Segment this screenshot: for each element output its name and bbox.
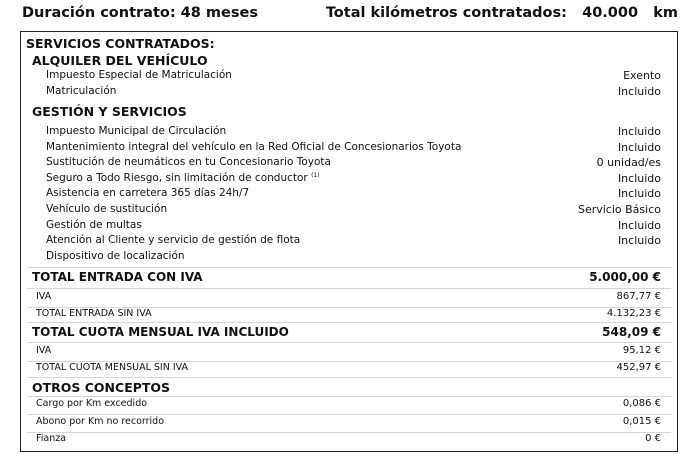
total-kilometers — [326, 5, 678, 21]
item-value: 0 unidad/es — [596, 156, 661, 169]
cuota-sin-iva-label: TOTAL CUOTA MENSUAL SIN IVA — [36, 362, 189, 373]
entrada-iva-value: 867,77 € — [616, 291, 661, 302]
total-km-label: Total kilómetros contratados: — [325, 5, 567, 21]
list-item — [21, 141, 677, 157]
item-label: Matriculación — [46, 85, 117, 97]
total-cuota-label: TOTAL CUOTA MENSUAL IVA INCLUIDO — [32, 325, 289, 339]
item-value: Incluido — [617, 85, 661, 98]
item-value: Incluido — [617, 172, 661, 185]
divider — [27, 396, 671, 397]
list-item — [21, 156, 677, 172]
entrada-iva-row — [21, 291, 677, 307]
list-item — [21, 125, 677, 141]
item-value: Incluido — [617, 141, 661, 154]
section-title: ALQUILER DEL VEHÍCULO — [32, 53, 208, 68]
item-label: Mantenimiento integral del vehículo en la Red Oficial de Concesionarios Toyota — [46, 141, 462, 153]
list-item — [21, 250, 677, 266]
list-item — [21, 85, 677, 101]
divider — [27, 377, 671, 378]
section-gestion-title — [21, 104, 677, 120]
total-cuota-row — [21, 325, 677, 341]
divider — [27, 342, 671, 343]
cuota-sin-iva-value: 452,97 € — [616, 362, 661, 373]
cuota-iva-value: 95,12 € — [622, 345, 661, 356]
cuota-iva-row — [21, 345, 677, 361]
contract-header — [22, 5, 678, 25]
entrada-iva-label: IVA — [36, 291, 52, 302]
section-alquiler-title — [21, 53, 677, 69]
item-label: Dispositivo de localización — [46, 250, 185, 262]
list-item — [21, 203, 677, 219]
item-label-text: Seguro a Todo Riesgo, sin limitación de conductor — [46, 172, 308, 184]
total-entrada-value: 5.000,00 € — [589, 270, 661, 284]
section-otros-title — [21, 380, 677, 396]
total-cuota-value: 548,09 € — [602, 325, 661, 339]
list-item — [21, 219, 677, 235]
item-label: Gestión de multas — [46, 219, 142, 231]
item-value: Servicio Básico — [577, 203, 661, 216]
section-title: OTROS CONCEPTOS — [32, 380, 171, 395]
divider — [27, 267, 671, 268]
services-summary-box — [20, 31, 678, 452]
list-item — [21, 416, 677, 432]
item-label: Vehículo de sustitución — [46, 203, 168, 215]
item-value: 0,086 € — [622, 398, 661, 409]
item-label: Atención al Cliente y servicio de gestión de flota — [46, 234, 301, 246]
cuota-iva-label: IVA — [36, 345, 52, 356]
item-value: 0,015 € — [622, 416, 661, 427]
item-value: Incluido — [617, 125, 661, 138]
services-title-row — [21, 36, 677, 52]
item-value: Incluido — [617, 234, 661, 247]
total-entrada-label: TOTAL ENTRADA CON IVA — [32, 270, 203, 284]
item-label: Impuesto Municipal de Circulación — [46, 125, 227, 137]
footnote-marker: (1) — [311, 172, 320, 179]
list-item — [21, 433, 677, 449]
total-km-unit: km — [653, 5, 678, 21]
list-item — [21, 234, 677, 250]
item-label: Sustitución de neumáticos en tu Concesionario Toyota — [46, 156, 331, 168]
list-item — [21, 398, 677, 414]
item-label: Impuesto Especial de Matriculación — [46, 69, 232, 81]
item-label: Cargo por Km excedido — [36, 398, 148, 409]
list-item — [21, 187, 677, 203]
divider — [27, 288, 671, 289]
list-item — [21, 69, 677, 85]
cuota-sin-iva-row — [21, 362, 677, 378]
item-value: Exento — [623, 69, 661, 82]
total-km-value: 40.000 — [582, 5, 639, 21]
item-value: Incluido — [617, 219, 661, 232]
item-label: Abono por Km no recorrido — [36, 416, 165, 427]
total-entrada-row — [21, 270, 677, 286]
item-value: Incluido — [617, 187, 661, 200]
section-title: GESTIÓN Y SERVICIOS — [32, 104, 187, 119]
divider — [27, 414, 671, 415]
item-label: Asistencia en carretera 365 días 24h/7 — [46, 187, 250, 199]
divider — [27, 322, 671, 323]
item-value: 0 € — [645, 433, 661, 444]
contract-duration: Duración contrato: 48 meses — [22, 5, 258, 21]
list-item — [21, 172, 677, 188]
entrada-sin-iva-label: TOTAL ENTRADA SIN IVA — [36, 308, 152, 319]
item-label: Fianza — [36, 433, 67, 444]
entrada-sin-iva-value: 4.132,23 € — [606, 308, 661, 319]
services-title: SERVICIOS CONTRATADOS: — [26, 36, 215, 51]
item-label — [46, 172, 320, 184]
